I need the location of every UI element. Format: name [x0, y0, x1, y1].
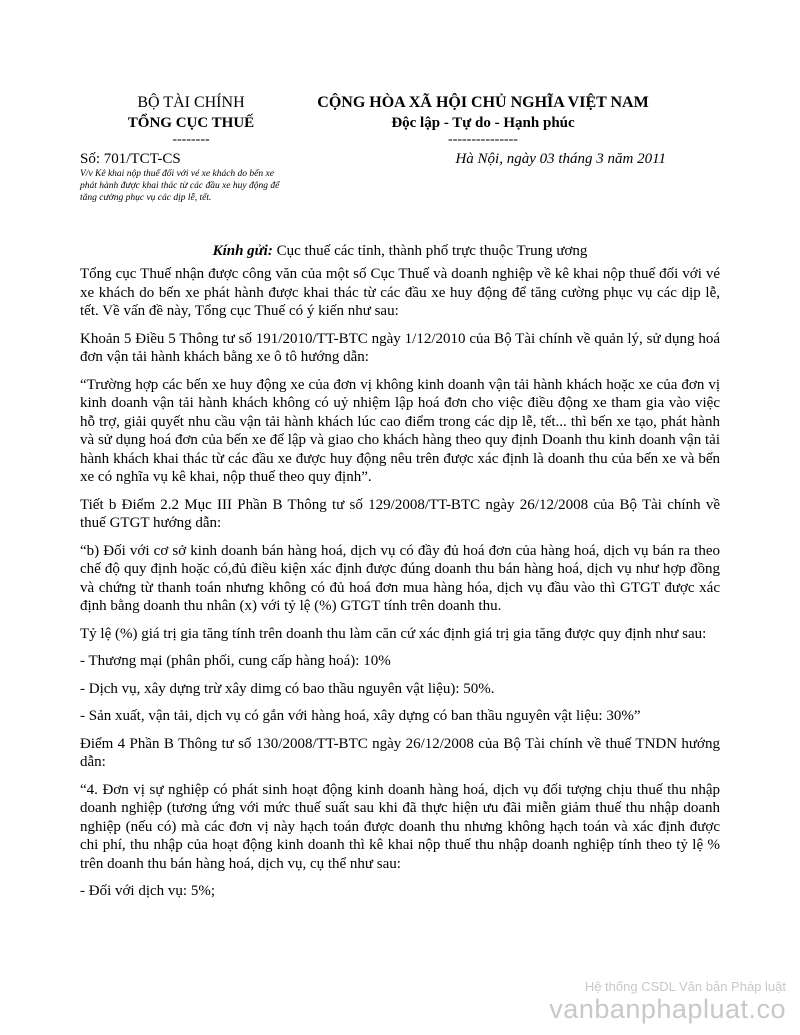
national-motto: Độc lập - Tự do - Hạnh phúc: [391, 115, 575, 131]
place-and-date: Hà Nội, ngày 03 tháng 3 năm 2011: [455, 151, 666, 167]
body-paragraph: Khoản 5 Điều 5 Thông tư số 191/2010/TT-BTC ngày 1/12/2010 của Bộ Tài chính về quản lý, sử dụng hoá đơn vận tải hành khách bằng xe ô tô hướng dẫn:: [80, 330, 720, 365]
body-paragraph: “Trường hợp các bến xe huy động xe của đơn vị không kinh doanh vận tải hành khách hoặc xe của đơn vị kinh doanh vận tải hành khách không có uỷ nhiệm lập hoá đơn cho việc điều động xe tham gia vào việc hỗ trợ, giải quyết nhu cầu vận tải hành khách lúc cao điểm trong các dịp lễ, tết... thì bến xe tạo, phát hành và sử dụng hoá đơn của bến xe để lập và giao cho khách hàng theo quy định Doanh thu kinh doanh vận tải hành khách khai thác từ các đầu xe được huy động nêu trên được xác định là doanh thu của bến xe và bến xe có nghĩa vụ kê khai, nộp thuế theo quy định”.: [80, 376, 720, 485]
body-paragraph: “4. Đơn vị sự nghiệp có phát sinh hoạt động kinh doanh hàng hoá, dịch vụ đối tượng chịu thuế thu nhập doanh nghiệp (tương ứng với mức thuế suất sau khi đã thực hiện ưu đãi miễn giảm thuế thu nhập doanh nghiệp (nếu có) mà các đơn vị này hạch toán được doanh thu nhưng không hạch toán và xác định được chi phí, thu nhập của hoạt động kinh doanh thì kê khai nộp thuế thu nhập doanh nghiệp tính theo tỷ lệ % trên doanh thu bán hàng hoá, dịch vụ, cụ thể như sau:: [80, 781, 720, 872]
recipient-line: [80, 241, 720, 261]
body-paragraph: - Sản xuất, vận tải, dịch vụ có gắn với hàng hoá, xây dựng có ban thầu nguyên vật liệu: 30%”: [80, 708, 641, 724]
issuer-divider: --------: [172, 132, 210, 147]
department-name: TỔNG CỤC THUẾ: [127, 115, 255, 131]
recipient-label: Kính gửi:: [212, 243, 273, 259]
motto-divider: ---------------: [448, 132, 518, 147]
site-watermark: [549, 979, 786, 1023]
document-body: [80, 265, 720, 910]
recipient-text: Cục thuế các tỉnh, thành phố trực thuộc Trung ương: [272, 243, 588, 259]
ministry-name: BỘ TÀI CHÍNH: [137, 94, 245, 111]
watermark-domain: vanbanphapluat.co: [549, 994, 786, 1024]
national-motto-block: [300, 93, 666, 147]
body-paragraph: Tỷ lệ (%) giá trị gia tăng tính trên doanh thu làm căn cứ xác định giá trị gia tăng được quy định như sau:: [80, 625, 707, 642]
body-paragraph: Điểm 4 Phần B Thông tư số 130/2008/TT-BTC ngày 26/12/2008 của Bộ Tài chính về thuế TNDN hướng dẫn:: [80, 735, 720, 770]
body-paragraph: “b) Đối với cơ sở kinh doanh bán hàng hoá, dịch vụ có đầy đủ hoá đơn của hàng hoá, dịch vụ bán ra theo chế độ quy định hoặc có,đủ điều kiện xác định được đúng doanh thu bán hàng hoá, dịch vụ như hợp đồng và chứng từ thanh toán nhưng không có đủ hoá đơn mua hàng hóa, dịch vụ đầu vào thì GTGT được xác định bằng doanh thu nhân (x) với tỷ lệ (%) GTGT tính trên doanh thu.: [80, 542, 720, 614]
country-name: CỘNG HÒA XÃ HỘI CHỦ NGHĨA VIỆT NAM: [317, 94, 649, 111]
issuer-block: [116, 93, 266, 147]
body-paragraph: - Thương mại (phân phối, cung cấp hàng hoá): 10%: [80, 653, 391, 669]
document-number: Số: 701/TCT-CS: [80, 151, 181, 167]
body-paragraph: Tiết b Điểm 2.2 Mục III Phần B Thông tư số 129/2008/TT-BTC ngày 26/12/2008 của Bộ Tài chính về thuế GTGT hướng dẫn:: [80, 496, 720, 531]
document-subject: V/v Kê khai nộp thuế đối với vé xe khách do bến xe phát hành được khai thác từ các đầu xe huy động để tăng cường phục vụ các dịp lễ, tết.: [80, 169, 280, 203]
body-paragraph: - Dịch vụ, xây dựng trừ xây dimg có bao thầu nguyên vật liệu): 50%.: [80, 680, 495, 697]
watermark-caption: Hệ thống CSDL Văn bản Pháp luật: [584, 979, 786, 994]
body-paragraph: - Đối với dịch vụ: 5%;: [80, 883, 215, 899]
body-paragraph: Tổng cục Thuế nhận được công văn của một số Cục Thuế và doanh nghiệp về kê khai nộp thuế đối với vé xe khách do bến xe phát hành được khai thác từ các đầu xe huy động để tăng cường phục vụ các dịp lễ, tết. Về vấn đề này, Tổng cục Thuế có ý kiến như sau:: [80, 266, 720, 319]
